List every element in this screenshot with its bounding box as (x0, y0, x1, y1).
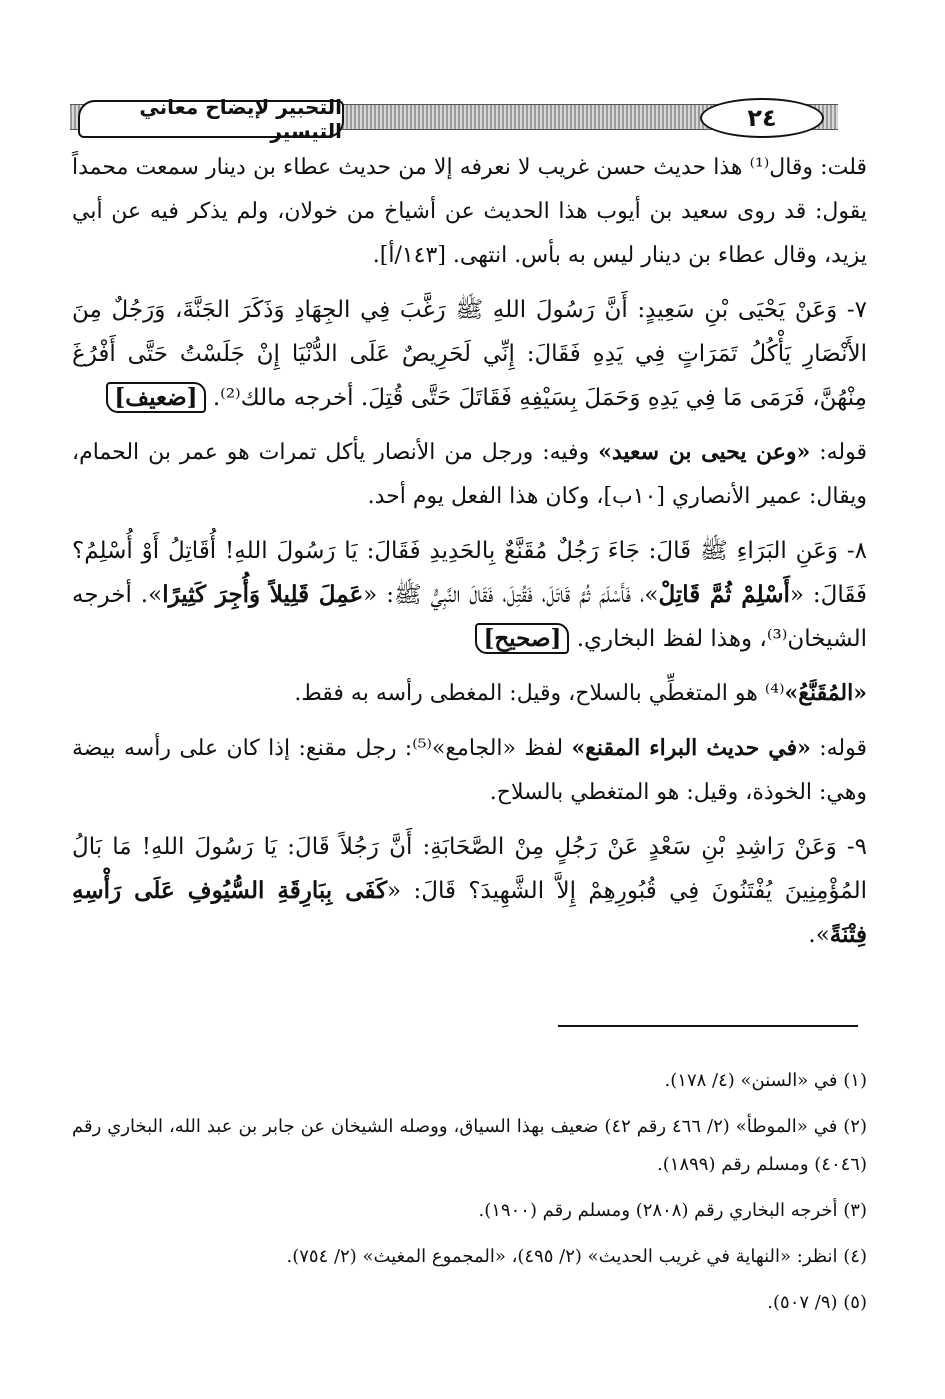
commentary-quote: «في حديث البراء المقنع» (571, 735, 811, 761)
hadith-7-text: ٧- وَعَنْ يَحْيَى بْنِ سَعِيدٍ: أَنَّ رَسُولَ اللهِ ﷺ رَغَّبَ فِي الجِهَادِ وَذَكَرَ الجَنَّةَ، وَرَجُلٌ مِنَ الأَنْصَارِ يَأْكُلُ تَمَرَاتٍ فِي يَدِهِ فَقَالَ: إِنِّي لَحَرِيصٌ عَلَى الدُّنْيَا إِنْ جَلَسْتُ حَتَّى أَفْرُغَ مِنْهُنَّ، فَرَمَى مَا فِي يَدِهِ وَحَمَلَ بِسَيْفِهِ فَقَاتَلَ حَتَّى قُتِلَ. أخرجه مالك⁽²⁾. (72, 297, 867, 411)
commentary-quote: «وعن يحيى بن سعيد» (598, 439, 811, 465)
footnotes (72, 1062, 867, 1330)
footnote-1: (١) في «السنن» (٤/ ١٧٨). (664, 1070, 867, 1091)
footnote-5: (٥) (٩/ ٥٠٧). (767, 1292, 867, 1313)
page-header (70, 95, 838, 143)
footnote-2: (٢) في «الموطأ» (٢/ ٤٦٦ رقم ٤٢) ضعيف بهذا السياق، ووصله الشيخان عن جابر بن عبد الله، البخاري رقم (٤٠٤٦) ومسلم رقم (١٨٩٩). (72, 1116, 867, 1175)
commentary-prefix: قوله: (810, 440, 867, 465)
hadith-8-text-b: »، فَأَسْلَمَ ثُمَّ قَاتَلَ، فَقُتِلَ، فَقَالَ النَّبِيُّ ﷺ: « (363, 582, 659, 608)
book-title: التحبير لإيضاح معاني التيسير (78, 100, 344, 138)
hadith-8-text-a: ٨- وَعَنِ البَرَاءِ ﷺ قَالَ: جَاءَ رَجُلٌ مُقَنَّعٌ بِالحَدِيدِ فَقَالَ: يَا رَسُولَ اللهِ! أُقَاتِلُ أَوْ أُسْلِمُ؟ فَقَالَ: « (72, 538, 867, 608)
hadith-8 (72, 529, 867, 661)
hadith-9-text-a: ٩- وَعَنْ رَاشِدِ بْنِ سَعْدٍ عَنْ رَجُلٍ مِنْ الصَّحَابَةِ: أَنَّ رَجُلاً قَالَ: يَا رَسُولَ اللهِ! مَا بَالُ المُؤْمِنِينَ يُفْتَنُونَ فِي قُبُورِهِمْ إِلاَّ الشَّهِيدَ؟ قَالَ: « (72, 834, 867, 904)
grade-badge-authentic: [صحيح] (475, 623, 569, 654)
paragraph-commentary-2 (72, 430, 867, 519)
footnote-3: (٣) أخرجه البخاري رقم (٢٨٠٨) ومسلم رقم (١٩٠٠). (478, 1200, 867, 1221)
grade-badge-weak: [ضعيف] (106, 382, 205, 413)
footnote-4: (٤) انظر: «النهاية في غريب الحديث» (٢/ ٤٩٥)، «المجموع المغيث» (٢/ ٧٥٤). (286, 1246, 867, 1267)
hadith-8-quote-1: أَسْلِمْ ثُمَّ قَاتِلْ (658, 581, 790, 608)
commentary-body: لفظ «الجامع»⁽⁵⁾: رجل مقنع: إذا كان على رأسه بيضة وهي: الخوذة، وقيل: هو المتغطي بالسلاح. (72, 736, 867, 805)
hadith-8-text-c: ». أخرجه الشيخان⁽³⁾، وهذا لفظ البخاري. (72, 582, 867, 652)
page-number: ٢٤ (700, 98, 824, 138)
commentary-prefix: قوله: (810, 736, 868, 761)
paragraph-commentary-3 (72, 726, 867, 815)
hadith-9-text-b: ». (808, 922, 830, 948)
hadith-9 (72, 825, 867, 957)
hadith-9-quote: كَفَى بِبَارِقَةِ السُّيُوفِ عَلَى رَأْسِهِ فِتْنَةً (72, 877, 867, 948)
definition-body: ⁽⁴⁾ هو المتغطِّي بالسلاح، وقيل: المغطى رأسه به فقط. (294, 681, 785, 706)
definition-term: «المُقَنَّعُ» (784, 680, 867, 706)
commentary-body: وفيه: ورجل من الأنصار يأكل تمرات هو عمر بن الحمام، ويقال: عمير الأنصاري [١٠ب]، وكان هذا الفعل يوم أحد. (72, 440, 867, 509)
paragraph-commentary-1: قلت: وقال⁽¹⁾ هذا حديث حسن غريب لا نعرفه إلا من حديث عطاء بن دينار سمعت محمداً يقول: قد روى سعيد بن أيوب هذا الحديث عن أشياخ من خولان، ولم يذكر فيه عن أبي يزيد، وقال عطاء بن دينار ليس به بأس. انتهى. [١٤٣/أ]. (72, 155, 867, 268)
hadith-8-quote-2: عَمِلَ قَلِيلاً وَأُجِرَ كَثِيرًا (162, 581, 364, 608)
paragraph-definition (72, 671, 867, 716)
footnote-divider (558, 1025, 858, 1027)
hadith-7 (72, 288, 867, 420)
main-text (72, 146, 867, 967)
